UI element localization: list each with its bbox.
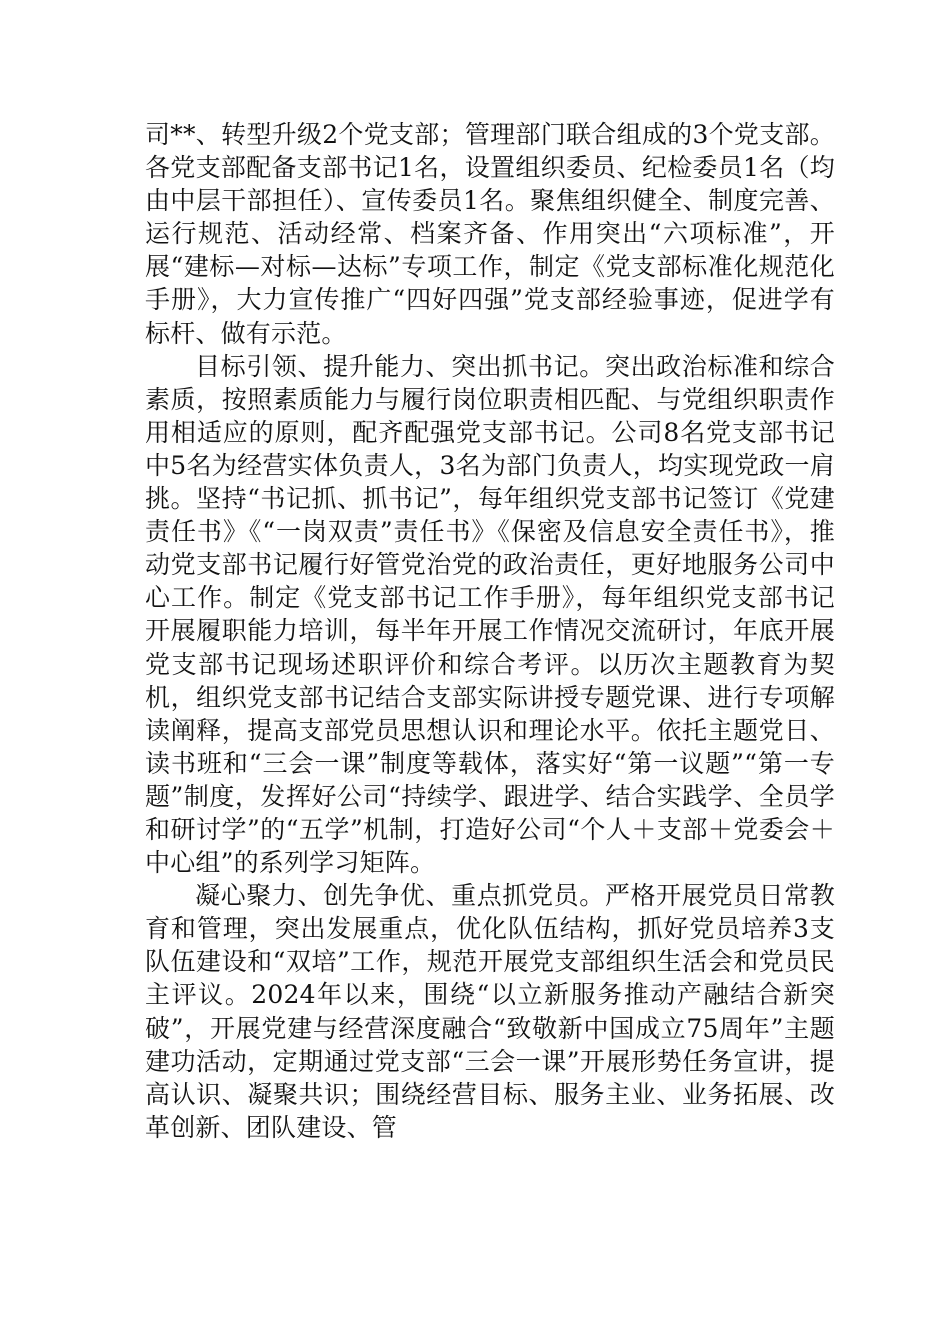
paragraph-2: 目标引领、提升能力、突出抓书记。突出政治标准和综合素质，按照素质能力与履行岗位职责相匹配、与党组织职责作用相适应的原则，配齐配强党支部书记。公司8名党支部书记中5名为经营实体负责人，3名为部门负责人，均实现党政一肩挑。坚持“书记抓、抓书记”，每年组织党支部书记签订《党建责任书》《“一岗双责”责任书》《保密及信息安全责任书》，推动党支部书记履行好管党治党的政治责任，更好地服务公司中心工作。制定《党支部书记工作手册》，每年组织党支部书记开展履职能力培训，每半年开展工作情况交流研讨，年底开展党支部书记现场述职评价和综合考评。以历次主题教育为契机，组织党支部书记结合支部实际讲授专题党课、进行专项解读阐释，提高支部党员思想认识和理论水平。依托主题党日、读书班和“三会一课”制度等载体，落实好“第一议题”“第一专题”制度，发挥好公司“持续学、跟进学、结合实践学、全员学和研讨学”的“五学”机制，打造好公司“个人＋支部＋党委会＋中心组”的系列学习矩阵。	[145, 351, 835, 878]
paragraph-3: 凝心聚力、创先争优、重点抓党员。严格开展党员日常教育和管理，突出发展重点，优化队伍结构，抓好党员培养3支队伍建设和“双培”工作，规范开展党支部组织生活会和党员民主评议。2024年以来，围绕“以立新服务推动产融结合新突破”，开展党建与经营深度融合“致敬新中国成立75周年”主题建功活动，定期通过党支部“三会一课”开展形势任务宣讲，提高认识、凝聚共识；围绕经营目标、服务主业、业务拓展、改革创新、团队建设、管	[145, 881, 835, 1142]
paragraph-1: 司**、转型升级2个党支部；管理部门联合组成的3个党支部。各党支部配备支部书记1名，设置组织委员、纪检委员1名（均由中层干部担任）、宣传委员1名。聚焦组织健全、制度完善、运行规范、活动经常、档案齐备、作用突出“六项标准”，开展“建标—对标—达标”专项工作，制定《党支部标准化规范化手册》，大力宣传推广“四好四强”党支部经验事迹，促进学有标杆、做有示范。	[145, 120, 835, 348]
document-body	[145, 118, 835, 1144]
